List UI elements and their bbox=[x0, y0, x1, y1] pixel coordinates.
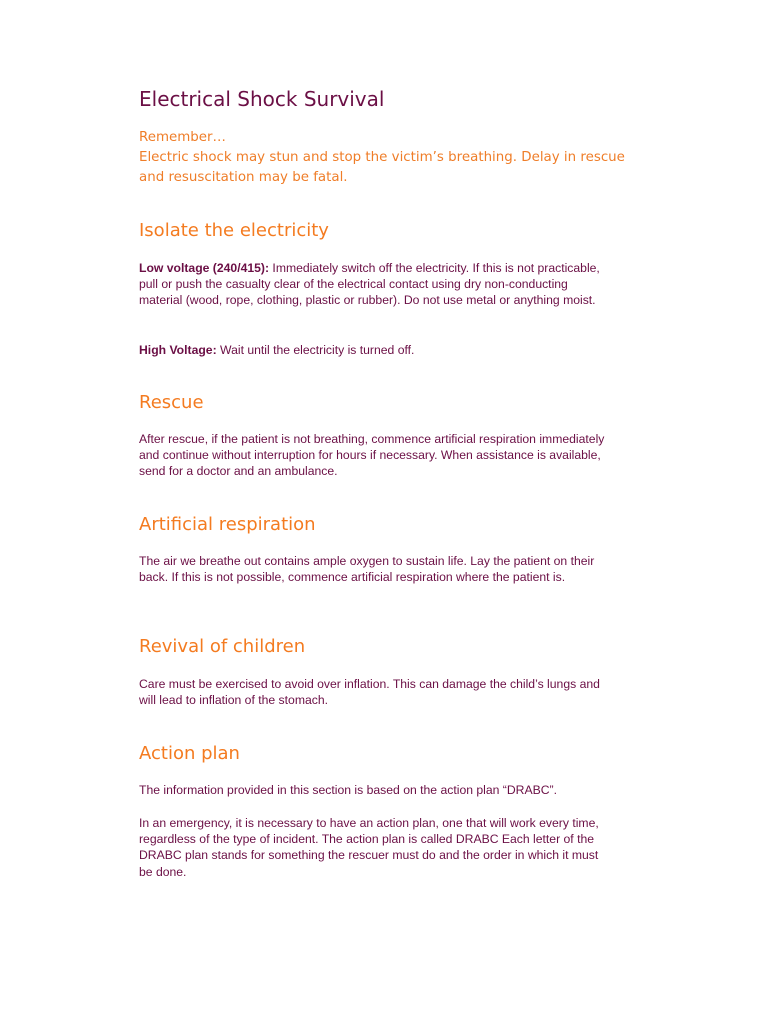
paragraph-revival-of-children: Care must be exercised to avoid over inflation. This can damage the child’s lungs and will lead to inflation of the stomach. bbox=[139, 677, 600, 708]
high-voltage-text: Wait until the electricity is turned off. bbox=[216, 343, 415, 357]
paragraph-action-plan-details: In an emergency, it is necessary to have an action plan, one that will work every time, regardless of the type of incident. The action plan is called DRABC Each letter of the DRABC plan stands for something the rescuer must do and the order in which it must be done. bbox=[139, 816, 599, 879]
remember-callout bbox=[139, 128, 639, 188]
paragraph-low-voltage bbox=[139, 260, 614, 309]
heading-action-plan: Action plan bbox=[139, 743, 240, 764]
low-voltage-label: Low voltage (240/415): bbox=[139, 261, 270, 275]
heading-isolate-electricity: Isolate the electricity bbox=[139, 220, 329, 241]
low-voltage-text: Immediately switch off the electricity. If this is not practicable, pull or push the casualty clear of the electrical contact using dry non-conducting material (wood, rope, clothing, plastic or rubber). Do not use metal or anything moist. bbox=[139, 261, 600, 308]
remember-label: Remember… bbox=[139, 130, 226, 145]
paragraph-high-voltage bbox=[139, 342, 614, 358]
paragraph-action-plan-intro: The information provided in this section is based on the action plan “DRABC”. bbox=[139, 783, 557, 797]
heading-revival-of-children: Revival of children bbox=[139, 636, 306, 657]
paragraph-rescue: After rescue, if the patient is not breathing, commence artificial respiration immediately and continue without interruption for hours if necessary. When assistance is available, send for a doctor and an ambulance. bbox=[139, 432, 605, 479]
remember-text: Electric shock may stun and stop the victim’s breathing. Delay in rescue and resuscitation may be fatal. bbox=[139, 150, 625, 185]
high-voltage-label: High Voltage: bbox=[139, 343, 217, 357]
document-title: Electrical Shock Survival bbox=[139, 87, 385, 111]
paragraph-artificial-respiration: The air we breathe out contains ample oxygen to sustain life. Lay the patient on their back. If this is not possible, commence artificial respiration where the patient is. bbox=[139, 554, 595, 585]
heading-rescue: Rescue bbox=[139, 392, 204, 413]
heading-artificial-respiration: Artificial respiration bbox=[139, 514, 316, 535]
